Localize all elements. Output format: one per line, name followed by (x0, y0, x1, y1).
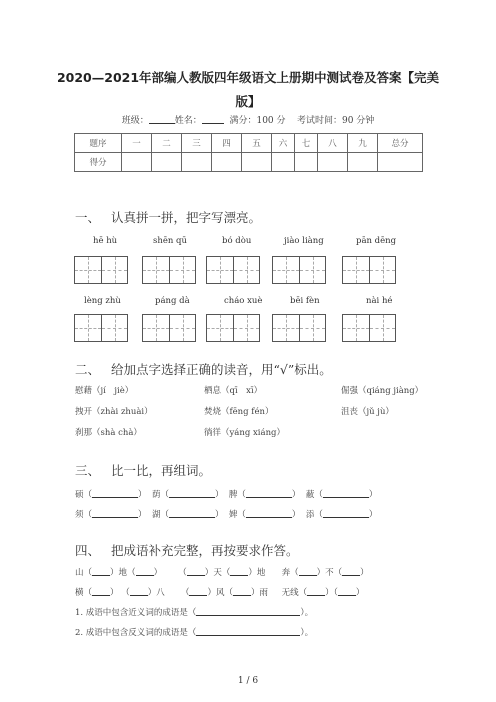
score-table (74, 133, 423, 172)
writing-grid[interactable] (272, 256, 326, 284)
section-number: 三、 (75, 463, 101, 478)
word-blank[interactable] (169, 489, 215, 498)
writing-grid[interactable] (272, 314, 326, 342)
score-input-cell[interactable] (348, 153, 378, 172)
idiom-blank[interactable] (92, 587, 110, 596)
name-blank (202, 114, 224, 124)
reading-choice[interactable]: 焚烧（fēng fén） (204, 407, 274, 417)
reading-choice[interactable]: 沮丧（jǔ jù） (341, 407, 394, 417)
score-table-score-row (75, 153, 423, 172)
idiom-blank[interactable] (130, 587, 148, 596)
idiom-char: 天 (213, 568, 222, 578)
idiom-row: 山（ ）地（ ） （ ）天（ ）地 奔（ ）不（ ） (75, 568, 369, 578)
score-input-cell[interactable] (182, 153, 212, 172)
idiom-blank[interactable] (92, 567, 110, 576)
score-cell: 题序 (75, 134, 122, 153)
pinyin-label: bēi fèn (290, 296, 320, 306)
score-input-cell[interactable] (272, 153, 295, 172)
word-blank[interactable] (92, 489, 138, 498)
pinyin-label: nài hé (366, 296, 393, 306)
idiom-blank[interactable] (307, 587, 325, 596)
writing-grid[interactable] (142, 256, 196, 284)
pinyin-label: páng dà (155, 296, 190, 306)
word-blank[interactable] (92, 509, 138, 518)
idiom-char: 风 (216, 588, 225, 598)
score-input-cell[interactable] (378, 153, 423, 172)
section-3-heading (75, 461, 211, 479)
idiom-blank[interactable] (136, 567, 154, 576)
score-cell: 一 (122, 134, 152, 153)
word-blank[interactable] (246, 489, 292, 498)
word-blank[interactable] (169, 509, 215, 518)
reading-choice[interactable]: 刹那（shà chà） (75, 428, 142, 438)
pinyin-label: jiào liàng (284, 236, 324, 246)
score-cell: 总分 (378, 134, 423, 153)
class-blank (149, 114, 175, 124)
title-line-2: 版】 (235, 94, 261, 109)
compare-char: 湖 (151, 510, 161, 520)
word-blank[interactable] (323, 509, 369, 518)
idiom-row: 横（ ） （ ）八 （ ）风（ ）雨 无线（ ）（ ） (75, 588, 365, 598)
section-title: 给加点字选择正确的读音，用“√”标出。 (111, 362, 332, 377)
idiom-char: 雨 (259, 588, 269, 598)
section-title: 认真拼一拼，把字写漂亮。 (111, 210, 262, 225)
idiom-blank[interactable] (230, 567, 248, 576)
section-title: 比一比，再组词。 (111, 463, 212, 478)
word-blank[interactable] (246, 509, 292, 518)
compare-char: 荫 (151, 490, 161, 500)
score-input-cell[interactable] (295, 153, 318, 172)
reading-choice[interactable]: 倔强（qiáng jiàng） (341, 386, 424, 396)
class-label: 班级： (121, 116, 149, 126)
score-input-cell[interactable] (212, 153, 242, 172)
compare-row: 硕（ ） 荫（ ） 脾（ ） 蔽（ ） (75, 490, 378, 500)
pinyin-label: shēn qū (153, 236, 187, 246)
compare-char: 硕 (75, 490, 84, 500)
score-cell: 九 (348, 134, 378, 153)
score-cell: 三 (182, 134, 212, 153)
score-input-cell[interactable] (318, 153, 348, 172)
idiom-question (75, 606, 313, 618)
compare-char: 婢 (228, 510, 238, 520)
page-title (40, 66, 456, 114)
score-cell: 八 (318, 134, 348, 153)
writing-grid[interactable] (206, 314, 260, 342)
name-label: 姓名： (174, 116, 202, 126)
idiom-char: 地 (118, 568, 128, 578)
score-table-header-row (75, 134, 423, 153)
compare-char: 添 (305, 510, 315, 520)
pinyin-label: pān dēng (356, 236, 397, 246)
question-end: ）。 (300, 628, 314, 638)
section-number: 二、 (75, 362, 101, 377)
writing-grid[interactable] (342, 256, 396, 284)
writing-grid[interactable] (342, 314, 396, 342)
exam-time: 考试时间：90 分钟 (296, 116, 375, 126)
pinyin-label: lèng zhù (84, 296, 121, 306)
idiom-char: 无线 (281, 588, 299, 598)
idiom-char: 不 (325, 568, 334, 578)
reading-choice[interactable]: 慰藉（jí jiè） (75, 386, 134, 396)
full-score: 满分：100 分 (229, 116, 286, 126)
title-line-1: 2020—2021年部编人教版四年级语文上册期中测试卷及答案【完美 (56, 70, 440, 85)
idiom-char: 八 (156, 588, 165, 598)
pinyin-label: cháo xuè (224, 296, 263, 306)
answer-blank[interactable] (196, 627, 300, 636)
idiom-char: 山 (75, 568, 84, 578)
section-title: 把成语补充完整，再按要求作答。 (111, 543, 299, 558)
question-end: ）。 (300, 608, 314, 618)
page-number: 1 / 6 (237, 676, 259, 686)
idiom-blank[interactable] (187, 567, 205, 576)
compare-char: 脾 (228, 490, 238, 500)
score-cell: 四 (212, 134, 242, 153)
idiom-blank[interactable] (299, 567, 317, 576)
section-4-heading (75, 541, 299, 559)
writing-grid[interactable] (74, 256, 128, 284)
score-input-cell[interactable] (242, 153, 272, 172)
idiom-char: 地 (256, 568, 266, 578)
score-cell: 二 (152, 134, 182, 153)
score-input-cell[interactable] (152, 153, 182, 172)
pinyin-label: bó dòu (222, 236, 252, 246)
score-cell: 七 (295, 134, 318, 153)
exam-meta (0, 113, 496, 126)
pinyin-label: hē hù (93, 236, 118, 246)
idiom-char: 奔 (281, 568, 291, 578)
writing-grid[interactable] (74, 314, 128, 342)
section-2-heading (75, 360, 332, 378)
idiom-blank[interactable] (233, 587, 251, 596)
idiom-blank[interactable] (189, 587, 207, 596)
compare-row: 须（ ） 湖（ ） 婢（ ） 添（ ） (75, 510, 378, 520)
section-number: 四、 (75, 543, 101, 558)
compare-char: 须 (75, 510, 84, 520)
idiom-char: 横 (75, 588, 84, 598)
compare-char: 蔽 (305, 490, 315, 500)
reading-choice[interactable]: 徜徉（yáng xiáng） (204, 428, 285, 438)
idiom-blank[interactable] (342, 567, 360, 576)
writing-grid[interactable] (206, 256, 260, 284)
section-1-heading (75, 208, 261, 226)
question-text: 1. 成语中包含近义词的成语是（ (75, 608, 197, 618)
section-number: 一、 (75, 210, 101, 225)
score-cell: 五 (242, 134, 272, 153)
idiom-question (75, 626, 313, 638)
answer-blank[interactable] (196, 607, 300, 616)
reading-choice[interactable]: 栖息（qī xī） (204, 386, 263, 396)
reading-choice[interactable]: 拽开（zhài zhuài） (75, 407, 153, 417)
score-label-cell: 得分 (75, 153, 122, 172)
idiom-blank[interactable] (338, 587, 356, 596)
word-blank[interactable] (323, 489, 369, 498)
score-input-cell[interactable] (122, 153, 152, 172)
question-text: 2. 成语中包含反义词的成语是（ (75, 628, 197, 638)
score-cell: 六 (272, 134, 295, 153)
writing-grid[interactable] (142, 314, 196, 342)
